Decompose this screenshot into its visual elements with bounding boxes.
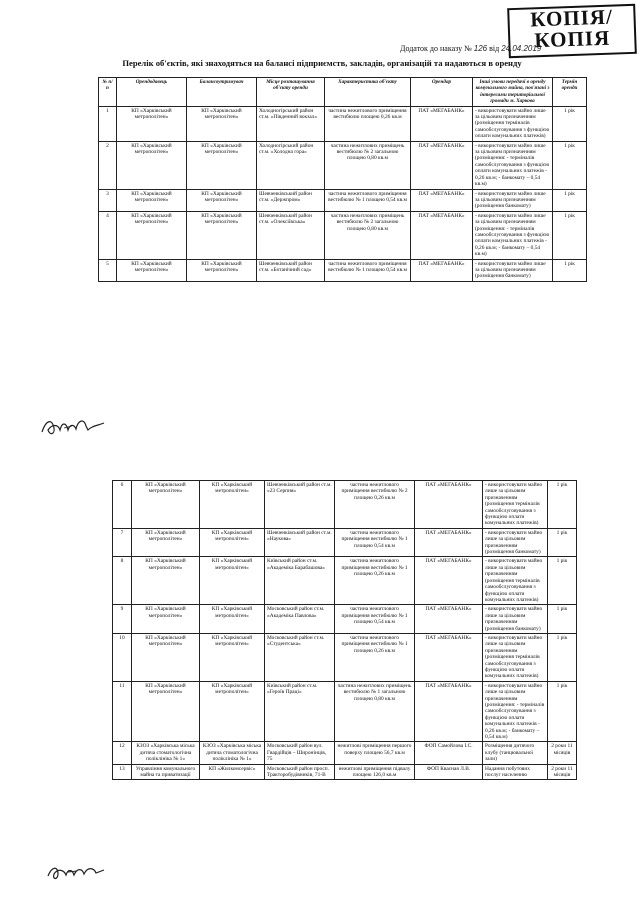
table-row bbox=[113, 528, 577, 557]
cell-conditions: - використовувати майно лише за цільовим призначенням (розміщення: - терміналів самообслуговування з функцією оплати комунальних платежів - 0,26 кв.м; - банкомату – 0,54 кв.м) bbox=[483, 681, 548, 742]
cell-number: 8 bbox=[113, 557, 132, 605]
cell-description: частина нежитлового приміщення вестибюлю № 1 площею 0,54 кв.м bbox=[335, 605, 415, 634]
table-row bbox=[99, 106, 587, 141]
cell-place: Шевченківський район ст.м. «Ботанічний сад» bbox=[257, 259, 325, 281]
cell-number: 5 bbox=[99, 259, 117, 281]
annex-number: 126 bbox=[473, 44, 488, 53]
header-number: № п/п bbox=[99, 78, 117, 107]
cell-lessor: КП «Харківський метрополітен» bbox=[117, 189, 187, 211]
signature-icon bbox=[44, 860, 110, 884]
cell-number: 6 bbox=[113, 481, 132, 529]
table-row bbox=[99, 189, 587, 211]
cell-description: нежитлові приміщення першого поверху площею 56,7 кв.м bbox=[335, 742, 415, 764]
cell-holder: КП «Харківський метрополітен» bbox=[200, 681, 265, 742]
cell-place: Шевченківський район ст.м. «Держпром» bbox=[257, 189, 325, 211]
table-row bbox=[99, 141, 587, 189]
header-place: Місце розташування об'єкту оренди bbox=[257, 78, 325, 107]
cell-lessor: КП «Харківський метрополітен» bbox=[117, 141, 187, 189]
table-row bbox=[113, 605, 577, 634]
table-row bbox=[99, 211, 587, 259]
header-tenant: Орендар bbox=[411, 78, 473, 107]
cell-description: частина нежитлового приміщення вестибюлю № 1 площею 0,54 кв.м bbox=[335, 528, 415, 557]
cell-term: 1 рік bbox=[548, 481, 577, 529]
cell-holder: КП «Харківський метрополітен» bbox=[187, 141, 257, 189]
annex-date: 24.04.2019 bbox=[501, 44, 542, 53]
annex-from: від bbox=[489, 44, 500, 53]
cell-term: 1 рік bbox=[548, 681, 577, 742]
table-row bbox=[113, 764, 577, 780]
cell-description: нежитлові приміщення підвалу площею 126,0 кв.м bbox=[335, 764, 415, 780]
document-title: Перелік об'єктів, які знаходяться на балансі підприємств, закладів, організацій та надаються в оренду bbox=[122, 58, 522, 68]
cell-place: Московський район ст.м. «Студентська» bbox=[265, 633, 335, 681]
cell-holder: КЗОЗ «Харківська міська дитяча стоматологічна поліклініка № 1» bbox=[200, 742, 265, 764]
cell-lessor: КП «Харківський метрополітен» bbox=[132, 633, 200, 681]
cell-description: частина нежитлового приміщення вестибюлю № 2 площею 0,26 кв.м bbox=[335, 481, 415, 529]
cell-term: 1 рік bbox=[553, 189, 587, 211]
cell-term: 2 роки 11 місяців bbox=[548, 764, 577, 780]
cell-tenant: ФОП Квасная Л.В. bbox=[415, 764, 483, 780]
cell-description: частина нежитлового приміщення вестибюлю № 1 площею 0,26 кв.м bbox=[335, 557, 415, 605]
cell-term: 1 рік bbox=[553, 211, 587, 259]
cell-number: 7 bbox=[113, 528, 132, 557]
cell-lessor: КЗОЗ «Харківська міська дитяча стоматологічна поліклініка № 1» bbox=[132, 742, 200, 764]
cell-term: 2 роки 11 місяців bbox=[548, 742, 577, 764]
cell-holder: КП «Харківський метрополітен» bbox=[187, 211, 257, 259]
lease-table-page-1 bbox=[98, 77, 587, 282]
cell-number: 1 bbox=[99, 106, 117, 141]
table-row bbox=[113, 742, 577, 764]
cell-lessor: КП «Харківський метрополітен» bbox=[132, 557, 200, 605]
cell-tenant: ПАТ «МЕГАБАНК» bbox=[411, 189, 473, 211]
cell-lessor: КП «Харківський метрополітен» bbox=[117, 106, 187, 141]
cell-term: 1 рік bbox=[548, 528, 577, 557]
cell-description: частина нежитлового приміщення вестибюлю № 1 площею 0,54 кв.м bbox=[325, 259, 411, 281]
header-lessor: Орендодавець bbox=[117, 78, 187, 107]
header-holder: Балансоутримувач bbox=[187, 78, 257, 107]
cell-number: 2 bbox=[99, 141, 117, 189]
cell-tenant: ФОП Самойлова І.С. bbox=[415, 742, 483, 764]
cell-place: Московський район просп. Тракторобудівників, 71-В bbox=[265, 764, 335, 780]
cell-lessor: КП «Харківський метрополітен» bbox=[117, 211, 187, 259]
cell-conditions: - використовувати майно лише за цільовим призначенням (розміщення терміналів самообслуговування з функцією оплати комунальних платежів) bbox=[483, 481, 548, 529]
cell-place: Шевченківський район ст.м. «23 Серпня» bbox=[265, 481, 335, 529]
cell-number: 4 bbox=[99, 211, 117, 259]
cell-place: Шевченківський район ст.м. «Наукова» bbox=[265, 528, 335, 557]
cell-term: 1 рік bbox=[553, 141, 587, 189]
cell-conditions: - використовувати майно лише за цільовим призначенням (розміщення терміналів самообслуговування з функцією оплати комунальних платежів) bbox=[483, 557, 548, 605]
signature-icon bbox=[38, 414, 110, 440]
cell-lessor: КП «Харківський метрополітен» bbox=[117, 259, 187, 281]
cell-term: 1 рік bbox=[553, 106, 587, 141]
cell-conditions: - використовувати майно лише за цільовим призначенням (розміщення банкомату) bbox=[473, 189, 553, 211]
cell-description: частина нежитлових приміщень вестибюлю № 1 загальною площею 0,80 кв.м bbox=[335, 681, 415, 742]
cell-term: 1 рік bbox=[553, 259, 587, 281]
cell-holder: КП «Харківський метрополітен» bbox=[200, 633, 265, 681]
cell-tenant: ПАТ «МЕГАБАНК» bbox=[415, 557, 483, 605]
cell-conditions: Розміщення дитячого клубу (танцювальної зали) bbox=[483, 742, 548, 764]
cell-holder: КП «Харківський метрополітен» bbox=[200, 557, 265, 605]
annex-prefix: Додаток до наказу № bbox=[400, 44, 472, 53]
cell-number: 10 bbox=[113, 633, 132, 681]
table-row bbox=[113, 557, 577, 605]
cell-description: частина нежитлового приміщення вестибюлю № 1 площею 0,54 кв.м bbox=[325, 189, 411, 211]
cell-lessor: КП «Харківський метрополітен» bbox=[132, 528, 200, 557]
cell-tenant: ПАТ «МЕГАБАНК» bbox=[411, 211, 473, 259]
cell-number: 3 bbox=[99, 189, 117, 211]
cell-tenant: ПАТ «МЕГАБАНК» bbox=[415, 633, 483, 681]
cell-conditions: - використовувати майно лише за цільовим призначенням (розміщення терміналів самообслуговування з функцією оплати комунальних платежів) bbox=[483, 633, 548, 681]
cell-tenant: ПАТ «МЕГАБАНК» bbox=[411, 141, 473, 189]
cell-conditions: - використовувати майно лише за цільовим призначенням (розміщення: - терміналів самообслуговування з функцією оплати комунальних платежів - 0,26 кв.м; - банкомату – 0,54 кв.м) bbox=[473, 141, 553, 189]
header-term: Термін оренди bbox=[553, 78, 587, 107]
cell-place: Московський район ст.м. «Академіка Павлова» bbox=[265, 605, 335, 634]
cell-holder: КП «Жилкомсервіс» bbox=[200, 764, 265, 780]
cell-number: 12 bbox=[113, 742, 132, 764]
cell-conditions: - використовувати майно лише за цільовим призначенням (розміщення терміналів самообслуговування з функцією оплати комунальних платежів) bbox=[473, 106, 553, 141]
cell-conditions: - використовувати майно лише за цільовим призначенням (розміщення: - терміналів самообслуговування з функцією оплати комунальних платежів - 0,26 кв.м; - банкомату – 0,54 кв.м) bbox=[473, 211, 553, 259]
header-conditions: Інші умови передачі в оренду комунального майна, пов'язані з інтересами територіальної громади м. Харкова bbox=[473, 78, 553, 107]
table-header-row bbox=[99, 78, 587, 107]
cell-description: частина нежитлових приміщень вестибюлю № 2 загальною площею 0,80 кв.м bbox=[325, 211, 411, 259]
cell-place: Шевченківський район ст.м. «Олексіївська» bbox=[257, 211, 325, 259]
table-row bbox=[113, 633, 577, 681]
lease-table-page-2 bbox=[112, 480, 577, 780]
annex-reference bbox=[400, 44, 541, 53]
cell-conditions: Надання побутових послуг населенню bbox=[483, 764, 548, 780]
cell-tenant: ПАТ «МЕГАБАНК» bbox=[415, 681, 483, 742]
cell-conditions: - використовувати майно лише за цільовим призначенням (розміщення банкомату) bbox=[483, 605, 548, 634]
cell-term: 1 рік bbox=[548, 633, 577, 681]
cell-lessor: КП «Харківський метрополітен» bbox=[132, 605, 200, 634]
cell-holder: КП «Харківський метрополітен» bbox=[200, 481, 265, 529]
cell-holder: КП «Харківський метрополітен» bbox=[200, 605, 265, 634]
cell-place: Київський район ст.м. «Героїв Праці» bbox=[265, 681, 335, 742]
cell-conditions: - використовувати майно лише за цільовим призначенням (розміщення банкомату) bbox=[483, 528, 548, 557]
cell-place: Холодногірський район ст.м. «Південний вокзал» bbox=[257, 106, 325, 141]
cell-conditions: - використовувати майно лише за цільовим призначенням (розміщення банкомату) bbox=[473, 259, 553, 281]
table-row bbox=[113, 481, 577, 529]
cell-holder: КП «Харківський метрополітен» bbox=[200, 528, 265, 557]
cell-holder: КП «Харківський метрополітен» bbox=[187, 259, 257, 281]
cell-term: 1 рік bbox=[548, 605, 577, 634]
cell-number: 13 bbox=[113, 764, 132, 780]
cell-description: частина нежитлового приміщення вестибюлю № 1 площею 0,26 кв.м bbox=[335, 633, 415, 681]
cell-lessor: КП «Харківський метрополітен» bbox=[132, 481, 200, 529]
table-row bbox=[113, 681, 577, 742]
cell-description: частина нежитлових приміщень вестибюлю № 2 загальною площею 0,80 кв.м bbox=[325, 141, 411, 189]
stamp-line-1: КОПІЯ/ bbox=[529, 4, 614, 32]
cell-number: 11 bbox=[113, 681, 132, 742]
cell-tenant: ПАТ «МЕГАБАНК» bbox=[411, 106, 473, 141]
header-description: Характеристика об'єкту bbox=[325, 78, 411, 107]
cell-lessor: КП «Харківський метрополітен» bbox=[132, 681, 200, 742]
cell-term: 1 рік bbox=[548, 557, 577, 605]
cell-tenant: ПАТ «МЕГАБАНК» bbox=[411, 259, 473, 281]
cell-lessor: Управління комунального майна та приватизації bbox=[132, 764, 200, 780]
cell-number: 9 bbox=[113, 605, 132, 634]
cell-place: Московський район вул. Гвардійців – Широнінців, 75 bbox=[265, 742, 335, 764]
table-row bbox=[99, 259, 587, 281]
cell-description: частина нежитлового приміщення вестибюлю площею 0,26 кв.м bbox=[325, 106, 411, 141]
stamp-line-2: КОПІЯ bbox=[534, 25, 611, 53]
cell-holder: КП «Харківський метрополітен» bbox=[187, 106, 257, 141]
cell-tenant: ПАТ «МЕГАБАНК» bbox=[415, 528, 483, 557]
cell-holder: КП «Харківський метрополітен» bbox=[187, 189, 257, 211]
cell-tenant: ПАТ «МЕГАБАНК» bbox=[415, 605, 483, 634]
cell-place: Холодногірський район ст.м. «Холодна гора» bbox=[257, 141, 325, 189]
cell-place: Київський район ст.м. «Академіка Барабашова» bbox=[265, 557, 335, 605]
cell-tenant: ПАТ «МЕГАБАНК» bbox=[415, 481, 483, 529]
